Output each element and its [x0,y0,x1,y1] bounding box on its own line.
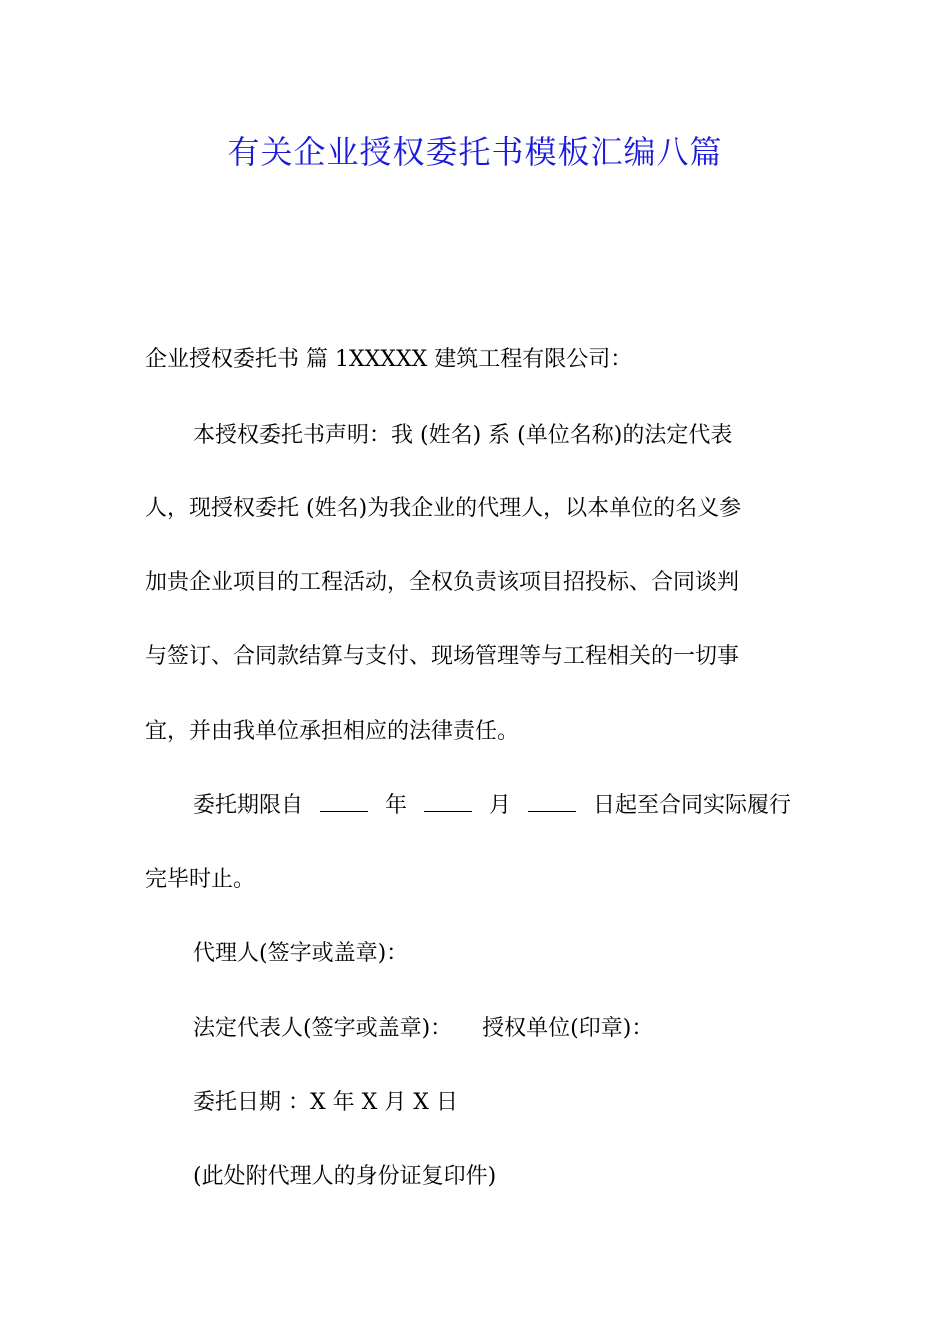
year-blank[interactable] [320,791,368,812]
period-month: 月 [489,793,512,818]
document-title: 有关企业授权委托书模板汇编八篇 [227,133,723,171]
body-line-3: 加贵企业项目的工程活动，全权负责该项目招投标、合同谈判 [145,570,740,595]
legal-rep-signature: 法定代表人(签字或盖章)： [193,1016,453,1041]
body-line-1: 本授权委托书声明：我 (姓名) 系 (单位名称)的法定代表 [193,423,733,448]
period-suffix: 日起至合同实际履行 [593,793,792,818]
heading-line: 企业授权委托书 篇 1XXXXX 建筑工程有限公司： [145,347,633,372]
period-year: 年 [385,793,408,818]
unit-seal: 授权单位(印章)： [482,1016,654,1041]
period-line [193,789,791,823]
agent-signature: 代理人(签字或盖章)： [193,941,409,966]
attachment-note: (此处附代理人的身份证复印件) [193,1164,497,1189]
body-line-4: 与签订、合同款结算与支付、现场管理等与工程相关的一切事 [145,644,740,669]
body-line-5: 宜，并由我单位承担相应的法律责任。 [145,719,520,744]
date-line: 委托日期 ：X 年 X 月 X 日 [193,1090,458,1115]
period-continuation: 完毕时止。 [145,867,256,892]
day-blank[interactable] [528,791,576,812]
signature-row [193,1012,653,1046]
period-prefix: 委托期限自 [193,793,304,818]
body-line-2: 人，现授权委托 (姓名)为我企业的代理人，以本单位的名义参 [145,496,742,521]
month-blank[interactable] [424,791,472,812]
